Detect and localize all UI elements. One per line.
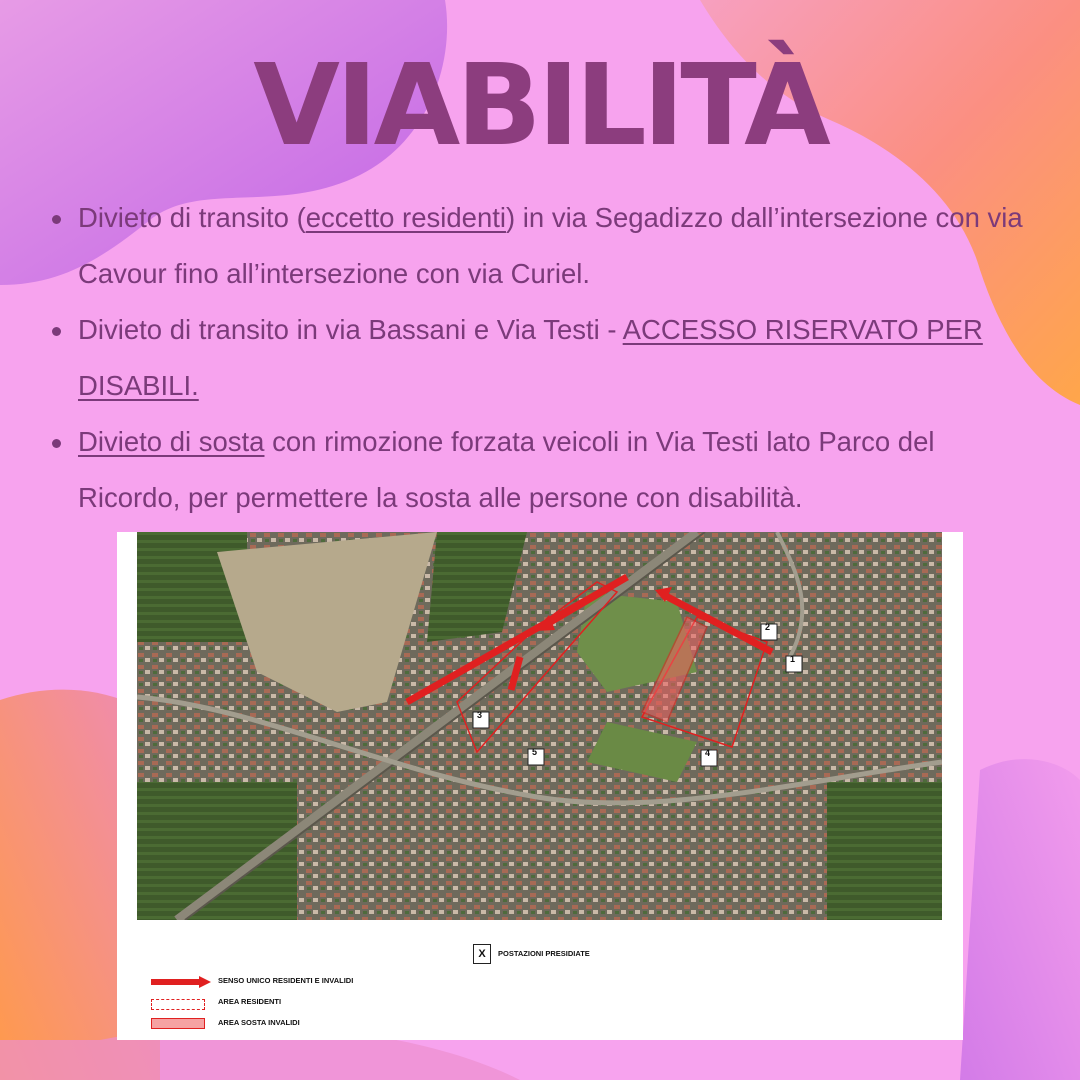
map-marker-3 bbox=[473, 710, 489, 728]
bullet-dot bbox=[52, 439, 61, 448]
bullet-dot bbox=[52, 327, 61, 336]
map-marker-4 bbox=[701, 748, 717, 766]
svg-text:2: 2 bbox=[765, 622, 771, 632]
map-marker-5 bbox=[528, 747, 544, 765]
bullet-text: Divieto di transito ( bbox=[78, 202, 306, 233]
legend-area-sosta-label: AREA SOSTA INVALIDI bbox=[218, 1018, 300, 1027]
bullet-item bbox=[50, 414, 1040, 526]
svg-text:4: 4 bbox=[705, 748, 711, 758]
aerial-map bbox=[137, 532, 942, 920]
svg-text:1: 1 bbox=[790, 654, 796, 664]
bullet-item bbox=[50, 190, 1040, 302]
map-marker-2 bbox=[761, 622, 777, 640]
underlined-text: ACCESSO RISERVATO PER DISABILI. bbox=[78, 314, 983, 401]
bullet-item bbox=[50, 302, 1040, 414]
map-card bbox=[117, 532, 963, 1040]
legend-area-residenti-swatch bbox=[151, 999, 205, 1010]
legend-postazioni-label: POSTAZIONI PRESIDIATE bbox=[498, 949, 590, 958]
svg-text:5: 5 bbox=[532, 747, 538, 757]
underlined-text: eccetto residenti bbox=[305, 202, 506, 233]
legend-box-marker: X bbox=[473, 944, 491, 964]
map-marker-1 bbox=[786, 654, 802, 672]
bullet-text: con rimozione forzata veicoli in Via Testi lato Parco del Ricordo, per permettere la sosta alle persone con disabilità. bbox=[78, 426, 935, 513]
svg-text:3: 3 bbox=[477, 710, 483, 720]
underlined-text: Divieto di sosta bbox=[78, 426, 265, 457]
bullet-dot bbox=[52, 215, 61, 224]
bullet-text: ) in via Segadizzo dall’intersezione con via Cavour fino all’intersezione con via Curiel. bbox=[78, 202, 1023, 289]
legend-senso-unico-label: SENSO UNICO RESIDENTI E INVALIDI bbox=[218, 976, 354, 985]
bullet-list bbox=[50, 190, 1040, 526]
legend-area-residenti-label: AREA RESIDENTI bbox=[218, 997, 282, 1006]
legend-area-sosta-swatch bbox=[151, 1018, 205, 1029]
legend-arrow-icon bbox=[151, 976, 211, 988]
bullet-text: Divieto di transito in via Bassani e Via Testi - bbox=[78, 314, 623, 345]
page-title: VIABILITÀ bbox=[253, 41, 827, 171]
